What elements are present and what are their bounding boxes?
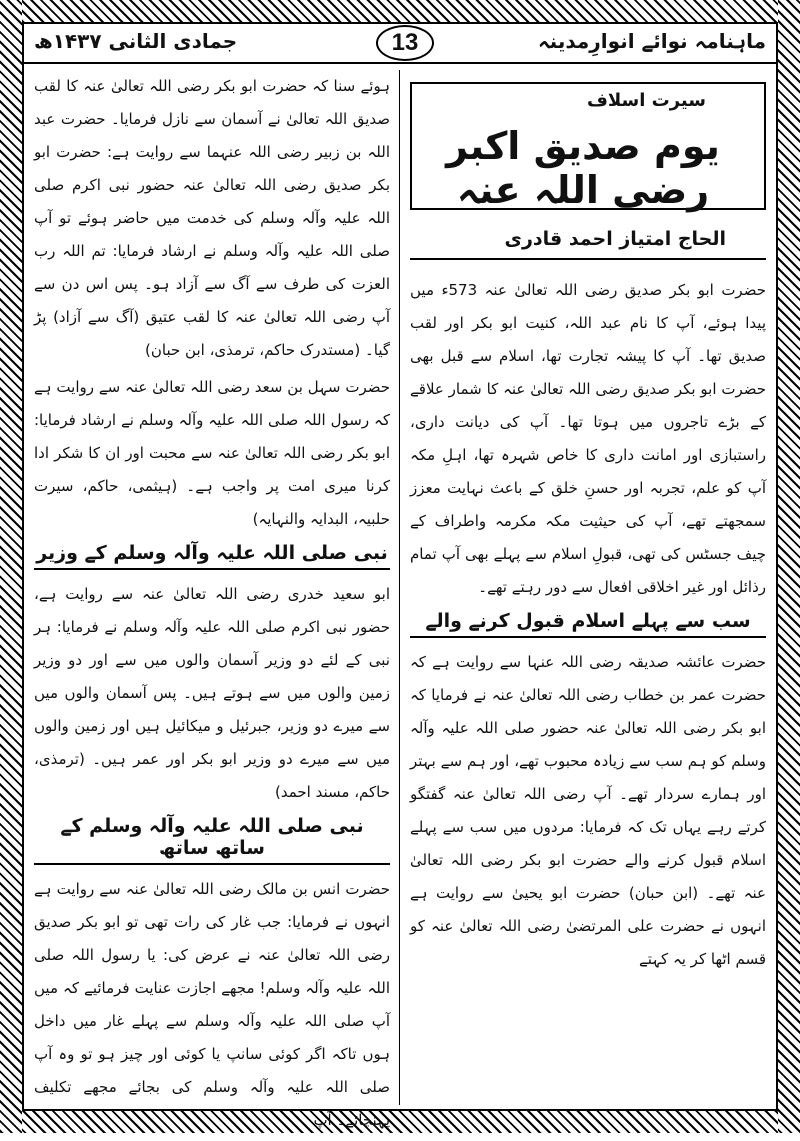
paragraph: ابو سعید خدری رضی اللہ تعالیٰ عنہ سے روایت ہے، حضور نبی اکرم صلی اللہ علیہ وآلہ وسلم نے فرمایا: ہر نبی کے لئے دو وزیر آسمان والوں میں سے اور دو وزیر زمین والوں میں سے ہوتے ہیں۔ پس آسمان والوں میں سے میرے دو وزیر، جبرئیل و میکائیل ہیں اور زمین والوں میں سے میرے دو وزیر ابو بکر اور عمر ہیں۔ (ترمذی، حاکم، مسند احمد): [34, 585, 390, 801]
section-heading: نبی صلی اللہ علیہ وآلہ وسلم کے وزیر: [34, 542, 390, 570]
article-title-box: [410, 82, 766, 210]
section-heading: نبی صلی اللہ علیہ وآلہ وسلم کے ساتھ ساتھ: [34, 815, 390, 865]
page-number: 13: [376, 25, 434, 61]
magazine-title: ماہنامہ نوائے انوارِمدینہ: [537, 29, 766, 53]
section-heading: سب سے پہلے اسلام قبول کرنے والے: [410, 610, 766, 638]
article-title: یوم صدیق اکبر رضی اللہ عنہ: [446, 124, 720, 212]
paragraph: حضرت سہل بن سعد رضی اللہ تعالیٰ عنہ سے روایت ہے کہ رسول اللہ صلی اللہ علیہ وآلہ وسلم نے ارشاد فرمایا: ابو بکر رضی اللہ تعالیٰ عنہ سے محبت اور ان کا شکر ادا کرنا میری امت پر واجب ہے۔ (ہیثمی، حاکم، سیرت حلبیہ، البدایہ والنہایہ): [34, 378, 390, 528]
right-column: [410, 74, 766, 980]
column-divider: [399, 70, 400, 1105]
article-author: الحاج امتیاز احمد قادری: [410, 228, 766, 260]
paragraph: حضرت عائشہ صدیقہ رضی اللہ عنہا سے روایت ہے کہ حضرت عمر بن خطاب رضی اللہ تعالیٰ عنہ نے فرمایا کہ ابو بکر رضی اللہ تعالیٰ عنہ حضور صلی اللہ علیہ وآلہ وسلم کو ہم سب سے زیادہ محبوب تھے، اور ہم سے بہتر اور ہمارے سردار تھے۔ آپ رضی اللہ تعالیٰ عنہ گفتگو کرتے رہے یہاں تک کہ فرمایا: مردوں میں سب سے پہلے اسلام قبول کرنے والے حضرت ابو بکر رضی اللہ تعالیٰ عنہ تھے۔ (ابن حبان) حضرت ابو یحییٰ سے روایت ہے انہوں نے حضرت علی المرتضیٰ رضی اللہ تعالیٰ عنہ کو قسم اٹھا کر یہ کہتے: [410, 653, 766, 968]
series-label: سیرت اسلاف: [586, 90, 706, 111]
page: [22, 22, 778, 1129]
paragraph: حضرت انس بن مالک رضی اللہ تعالیٰ عنہ سے روایت ہے انہوں نے فرمایا: جب غار کی رات تھی تو ابو بکر صدیق رضی اللہ تعالیٰ عنہ نے عرض کی: یا رسول اللہ صلی اللہ علیہ وآلہ وسلم! مجھے اجازت عنایت فرمائیے کہ میں آپ صلی اللہ علیہ وآلہ وسلم سے پہلے غار میں داخل ہوں تاکہ اگر کوئی سانپ یا کوئی اور چیز ہو تو وہ آپ صلی اللہ علیہ وآلہ وسلم کی بجائے مجھے تکلیف پہنچائے۔ آپ: [34, 880, 390, 1129]
issue-date: جمادی الثانی ۱۴۳۷ھ: [34, 29, 238, 53]
paragraph: ہوئے سنا کہ حضرت ابو بکر رضی اللہ تعالیٰ عنہ کا لقب صدیق اللہ تعالیٰ نے آسمان سے نازل فرمایا۔ حضرت عبد اللہ بن زبیر رضی اللہ عنہما سے روایت ہے: حضرت ابو بکر صدیق رضی اللہ تعالیٰ عنہ حضور نبی اکرم صلی اللہ علیہ وآلہ وسلم کی خدمت میں حاضر ہوئے تو آپ صلی اللہ علیہ وآلہ وسلم نے ارشاد فرمایا: تم اللہ رب العزت کی طرف سے آگ سے آزاد ہو۔ پس اس دن سے آپ رضی اللہ تعالیٰ عنہ کا لقب عتیق (آگ سے آزاد) پڑ گیا۔ (مستدرک حاکم، ترمذی، ابن حبان): [34, 77, 390, 359]
left-column: [34, 70, 390, 1141]
page-header: [24, 24, 776, 64]
paragraph: حضرت ابو بکر صدیق رضی اللہ تعالیٰ عنہ 573ء میں پیدا ہوئے، آپ کا نام عبد اللہ، کنیت ابو بکر اور لقب صدیق تھا۔ آپ کا پیشہ تجارت تھا، اسلام سے قبل بھی حضرت ابو بکر صدیق رضی اللہ تعالیٰ عنہ کا شمار علاقے کے بڑے تاجروں میں ہوتا تھا۔ آپ کی دیانت داری، راستبازی اور امانت داری کا خاص شہرہ تھا، اہلِ مکہ آپ کو علم، تجربہ اور حسنِ خلق کے باعث نہایت معزز سمجھتے تھے، آپ کی حیثیت مکہ مکرمہ واطراف کے چیف جسٹس کی تھی، قبولِ اسلام سے پہلے بھی آپ تمام رذائل اور غیر اخلاقی افعال سے دور رہتے تھے۔: [410, 281, 766, 596]
